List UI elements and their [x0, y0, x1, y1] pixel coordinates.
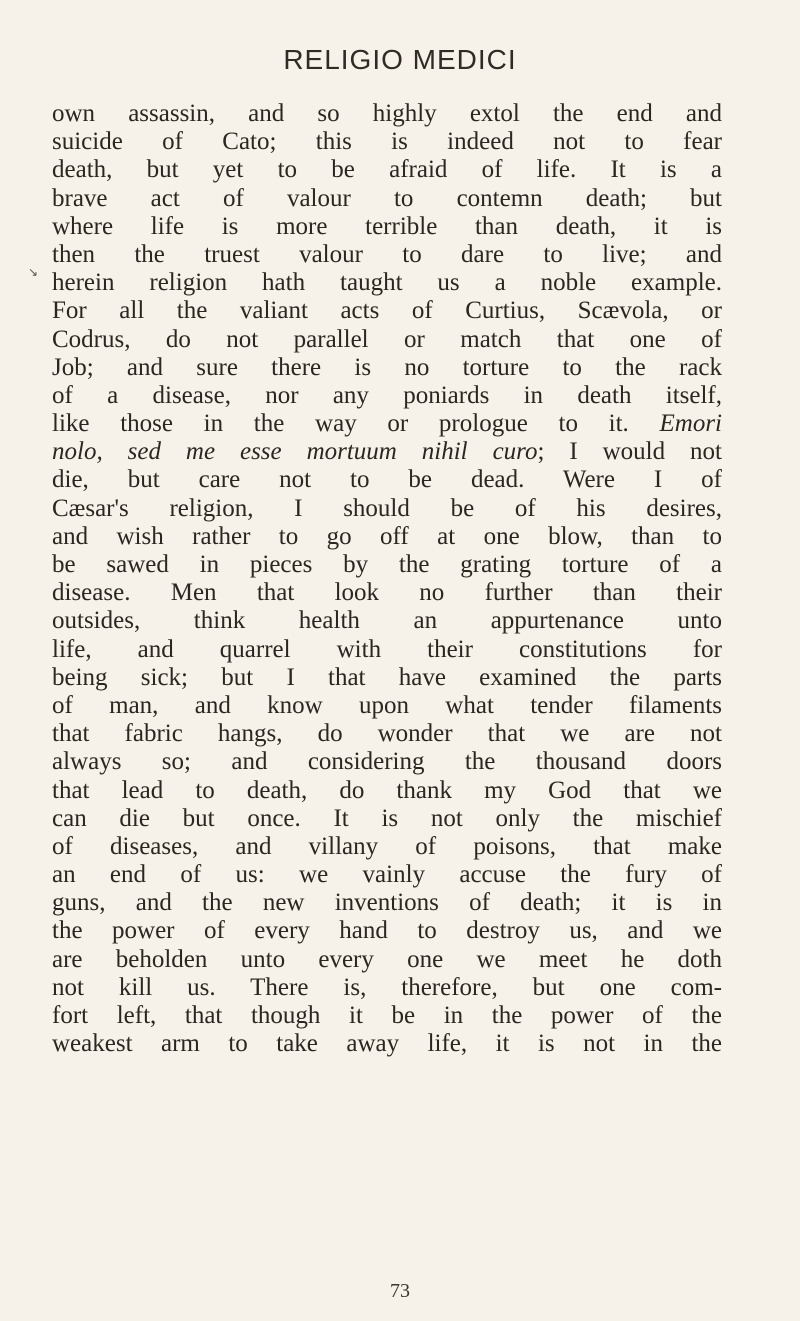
text-line-8: For all the valiant acts of Curtius, Scævola, or: [52, 297, 722, 325]
body-text: [52, 100, 722, 1058]
text-line-19: outsides, think health an appurtenance unto: [52, 607, 722, 635]
text-line-32: not kill us. There is, therefore, but one com-: [52, 973, 722, 1001]
text-line-12: [52, 410, 722, 438]
text-line-13: [52, 438, 722, 466]
text-line-24: always so; and considering the thousand doors: [52, 748, 722, 776]
text-line-23: that fabric hangs, do wonder that we are not: [52, 720, 722, 748]
text-line-30: the power of every hand to destroy us, and we: [52, 917, 722, 945]
text-line-17: be sawed in pieces by the grating torture of a: [52, 551, 722, 578]
text-line-22: of man, and know upon what tender filaments: [52, 691, 722, 719]
text-line-16: and wish rather to go off at one blow, than to: [52, 522, 722, 550]
text-line-4: brave act of valour to contemn death; but: [52, 184, 722, 212]
text-line-14: die, but care not to be dead. Were I of: [52, 466, 722, 494]
text-line-29: guns, and the new inventions of death; it is in: [52, 889, 722, 917]
text-line-34: weakest arm to take away life, it is not in the: [52, 1030, 722, 1058]
latin-phrase-start: Emori: [659, 410, 722, 438]
text-line-20: life, and quarrel with their constitutions for: [52, 635, 722, 663]
margin-mark: ↘: [28, 265, 39, 279]
text-line-31: are beholden unto every one we meet he doth: [52, 945, 722, 973]
text-line-2: suicide of Cato; this is indeed not to fear: [52, 128, 722, 156]
running-head: RELIGIO MEDICI: [283, 44, 517, 75]
latin-phrase: nolo, sed me esse mortuum nihil curo: [52, 438, 538, 466]
text-line-3: death, but yet to be afraid of life. It is a: [52, 156, 722, 184]
text-line-10: Job; and sure there is no torture to the rack: [52, 353, 722, 381]
text-line-28: an end of us: we vainly accuse the fury of: [52, 861, 722, 889]
text-line-6: then the truest valour to dare to live; and: [52, 240, 722, 268]
text-line-21: being sick; but I that have examined the parts: [52, 663, 722, 691]
text-line-25: that lead to death, do thank my God that we: [52, 776, 722, 804]
text-line-15: Cæsar's religion, I should be of his desires,: [52, 494, 722, 522]
text-line-27: of diseases, and villany of poisons, that make: [52, 832, 722, 860]
text-line-11: of a disease, nor any poniards in death itself,: [52, 381, 722, 409]
text-line-7: herein religion hath taught us a noble example.: [52, 269, 722, 297]
page-number: 73: [390, 1280, 410, 1302]
text-line-9: Codrus, do not parallel or match that one of: [52, 325, 722, 353]
text-line-1: own assassin, and so highly extol the end and: [52, 100, 722, 127]
text-line-13-roman: ; I would not: [537, 438, 722, 466]
text-line-26: can die but once. It is not only the mischief: [52, 804, 722, 832]
text-line-12-roman: like those in the way or prologue to it.: [52, 410, 629, 438]
text-line-5: where life is more terrible than death, it is: [52, 212, 722, 240]
text-line-18: disease. Men that look no further than their: [52, 579, 722, 607]
text-line-33: fort left, that though it be in the power of the: [52, 1002, 722, 1029]
